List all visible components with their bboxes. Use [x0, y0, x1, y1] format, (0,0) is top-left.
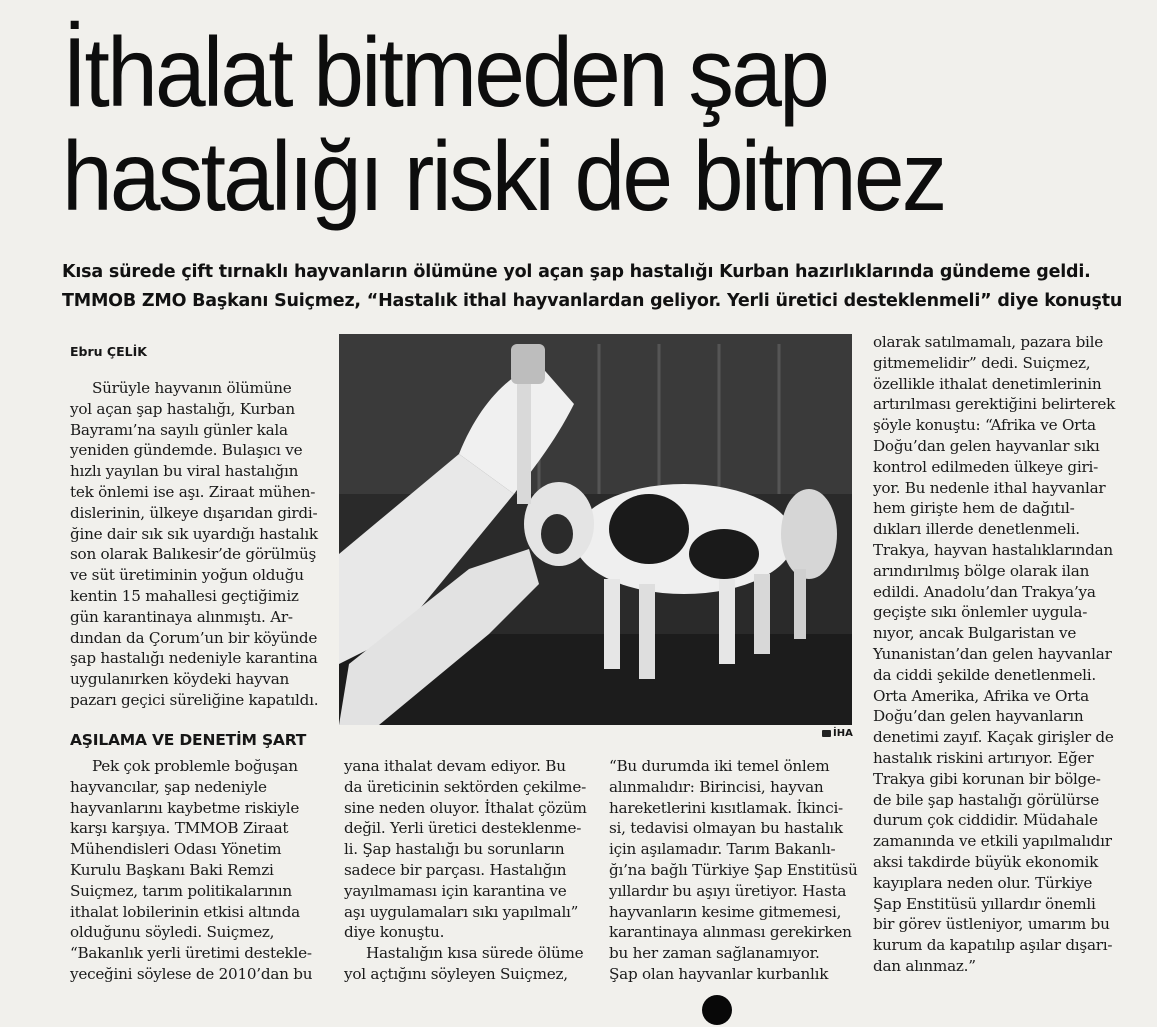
headline-line-1: İthalat bitmeden şap [62, 17, 827, 127]
text-line: yana ithalat devam ediyor. Bu [344, 757, 566, 775]
text-line: kurum da kapatılıp aşılar dışarı- [873, 936, 1113, 955]
text-line: ithalat lobilerinin etkisi altında [70, 902, 300, 921]
text-line: değil. Yerli üretici desteklenme- [344, 819, 582, 838]
text-line: yor. Bu nedenle ithal hayvanlar [873, 478, 1106, 497]
text-line: sine neden oluyor. İthalat çözüm [344, 798, 587, 817]
text-line: hem girişte hem de dağıtıl- [873, 499, 1075, 518]
text-line: bir görev üstleniyor, umarım bu [873, 915, 1110, 934]
text-line: hareketlerini kısıtlamak. İkinci- [609, 798, 843, 817]
text-line: Mühendisleri Odası Yönetim [70, 840, 282, 859]
camera-icon [822, 730, 831, 737]
text-line: Bayramı’na sayılı günler kala [70, 420, 288, 439]
text-line: hastalık riskini artırıyor. Eğer [873, 748, 1094, 767]
text-line: de bile şap hastalığı görülürse [873, 790, 1099, 809]
text-line: aşı uygulamaları sıkı yapılmalı” [344, 902, 579, 921]
text-line: Şap Enstitüsü yıllardır önemli [873, 894, 1096, 913]
photo-credit-text: İHA [833, 728, 853, 739]
text-line: Trakya, hayvan hastalıklarından [873, 540, 1113, 559]
page-hole-mark [702, 995, 732, 1025]
text-line: nıyor, ancak Bulgaristan ve [873, 624, 1077, 643]
text-line: da ciddi şekilde denetlenmeli. [873, 665, 1096, 684]
text-line: gün karantinaya alınmıştı. Ar- [70, 607, 293, 626]
photo-credit [822, 728, 853, 739]
byline: Ebru ÇELİK [70, 344, 147, 359]
text-line: dislerinin, ülkeye dışarıdan girdi- [70, 503, 318, 522]
text-line: son olarak Balıkesir’de görülmüş [70, 545, 317, 564]
text-line: edildi. Anadolu’dan Trakya’ya [873, 582, 1096, 601]
section-subhead: AŞILAMA VE DENETİM ŞART [70, 731, 307, 749]
text-line: kontrol edilmeden ülkeye giri- [873, 457, 1099, 476]
text-line: diye konuştu. [344, 923, 445, 942]
column-1-top [70, 378, 318, 711]
text-line: ğine dair sık sık uyardığı hastalık [70, 524, 318, 543]
text-line: için aşılamadır. Tarım Bakanlı- [609, 840, 836, 859]
text-line: hayvanların kesime gitmemesi, [609, 902, 842, 921]
text-line: da üreticinin sektörden çekilme- [344, 777, 586, 796]
text-line: sadece bir parçası. Hastalığın [344, 860, 567, 879]
text-line: yol açan şap hastalığı, Kurban [70, 399, 295, 418]
text-line: durum çok ciddidir. Müdahale [873, 811, 1098, 830]
text-line: arındırılmış bölge olarak ilan [873, 561, 1090, 580]
text-line: geçişte sıkı önlemler uygula- [873, 603, 1088, 622]
text-line: karantinaya alınması gerekirken [609, 923, 852, 942]
text-line: Doğu’dan gelen hayvanlar sıkı [873, 436, 1100, 455]
text-line: gitmemelidir” dedi. Suiçmez, [873, 353, 1091, 372]
text-line: artırılması gerektiğini belirterek [873, 395, 1116, 414]
text-line: özellikle ithalat denetimlerinin [873, 374, 1102, 393]
column-2 [344, 756, 587, 985]
text-line: Suiçmez, tarım politikalarının [70, 881, 292, 900]
text-line: Orta Amerika, Afrika ve Orta [873, 686, 1089, 705]
column-4 [873, 332, 1115, 977]
deck-line-2: TMMOB ZMO Başkanı Suiçmez, “Hastalık ithal hayvanlardan geliyor. Yerli üretici desteklenmeli” diye konuştu [62, 291, 1123, 311]
headline-line-2: hastalığı riski de bitmez [62, 121, 945, 231]
text-line: uygulanırken köydeki hayvan [70, 670, 290, 689]
text-line: denetimi zayıf. Kaçak girişler de [873, 728, 1114, 747]
text-line: dıkları illerde denetlenmeli. [873, 520, 1080, 539]
text-line: hayvanlarını kaybetme riskiyle [70, 798, 300, 817]
text-line: Sürüyle hayvanın ölümüne [92, 379, 292, 397]
text-line: li. Şap hastalığı bu sorunların [344, 840, 565, 859]
text-line: yayılmaması için karantina ve [344, 881, 567, 900]
text-line: Doğu’dan gelen hayvanların [873, 707, 1084, 726]
text-line: olarak satılmamalı, pazara bile [873, 333, 1103, 351]
deck-line-1: Kısa sürede çift tırnaklı hayvanların ölümüne yol açan şap hastalığı Kurban hazırlıklarında gündeme geldi. [62, 262, 1091, 282]
text-line: bu her zaman sağlanamıyor. [609, 944, 820, 963]
text-line: “Bakanlık yerli üretimi destekle- [70, 944, 312, 963]
text-line: Kurulu Başkanı Baki Remzi [70, 860, 274, 879]
text-line: Pek çok problemle boğuşan [92, 757, 298, 775]
text-line: olduğunu söyledi. Suiçmez, [70, 923, 275, 942]
text-line: yeceğini söylese de 2010’dan bu [70, 964, 313, 983]
text-line: aksi takdirde büyük ekonomik [873, 852, 1099, 871]
text-line: dından da Çorum’un bir köyünde [70, 628, 318, 647]
text-line: Trakya gibi korunan bir bölge- [873, 769, 1101, 788]
column-3 [609, 756, 858, 985]
deck [62, 258, 1132, 316]
text-line: yol açtığını söyleyen Suiçmez, [344, 964, 568, 983]
news-photo [339, 334, 852, 725]
text-line: Şap olan hayvanlar kurbanlık [609, 964, 829, 983]
text-line: Hastalığın kısa sürede ölüme [366, 944, 584, 963]
text-line: zamanında ve etkili yapılmalıdır [873, 832, 1112, 851]
text-line: kentin 15 mahallesi geçtiğimiz [70, 586, 299, 605]
text-line: “Bu durumda iki temel önlem [609, 757, 830, 775]
text-line: pazarı geçici süreliğine kapatıldı. [70, 690, 319, 709]
text-line: hızlı yayılan bu viral hastalığın [70, 462, 299, 481]
text-line: şöyle konuştu: “Afrika ve Orta [873, 416, 1096, 435]
text-line: dan alınmaz.” [873, 956, 976, 975]
text-line: hayvancılar, şap nedeniyle [70, 777, 267, 796]
text-line: tek önlemi ise aşı. Ziraat mühen- [70, 482, 316, 501]
text-line: yeniden gündemde. Bulaşıcı ve [70, 441, 303, 460]
vaccination-photo-illustration [339, 334, 852, 725]
text-line: ve süt üretiminin yoğun olduğu [70, 566, 304, 585]
headline [62, 17, 1048, 231]
text-line: yıllardır bu aşıyı üretiyor. Hasta [609, 881, 847, 900]
text-line: şap hastalığı nedeniyle karantina [70, 649, 318, 668]
text-line: kayıplara neden olur. Türkiye [873, 873, 1093, 892]
text-line: ğı’na bağlı Türkiye Şap Enstitüsü [609, 860, 858, 879]
text-line: alınmalıdır: Birincisi, hayvan [609, 777, 824, 796]
text-line: karşı karşıya. TMMOB Ziraat [70, 819, 289, 838]
column-1-bottom [70, 756, 312, 985]
text-line: Yunanistan’dan gelen hayvanlar [873, 644, 1112, 663]
text-line: si, tedavisi olmayan bu hastalık [609, 819, 843, 838]
